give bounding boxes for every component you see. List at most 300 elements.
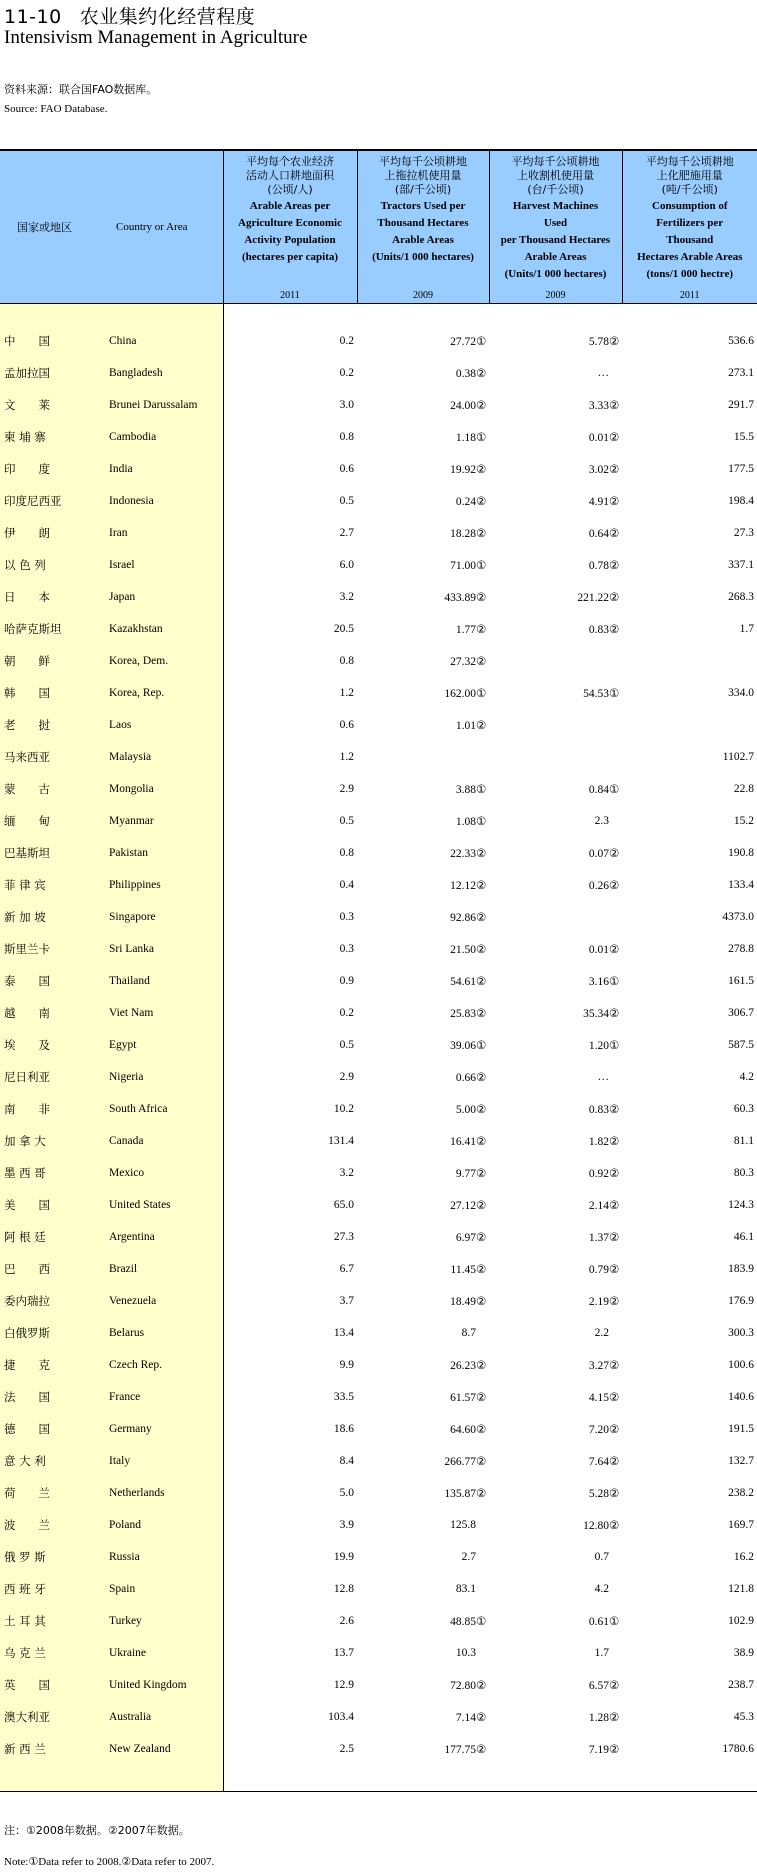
value-harvesters-number: 1.28: [588, 1712, 609, 1724]
value-fertilizers: 100.6: [728, 1359, 754, 1371]
value-tractors-note-mark: ②: [476, 1200, 487, 1212]
value-tractors: [357, 677, 489, 709]
header-col-tractors: [357, 150, 489, 304]
value-harvesters-number: 7.64: [588, 1456, 609, 1468]
value-fertilizers: 238.2: [728, 1487, 754, 1499]
value-tractors-number: 71.00: [450, 560, 476, 572]
value-arable-per-capita: 0.6: [339, 719, 354, 731]
spacer-cell: [489, 1765, 622, 1792]
value-harvesters-note-mark: ①: [609, 784, 620, 796]
value-fertilizers: 124.3: [728, 1199, 754, 1211]
table-row: [0, 1381, 757, 1413]
value-arable-per-capita: 3.9: [339, 1519, 354, 1531]
value-arable-per-capita: 2.5: [339, 1743, 354, 1755]
country-name-en: [110, 485, 223, 517]
value-arable-per-capita: 9.9: [339, 1359, 354, 1371]
country-name-en-text: Singapore: [109, 911, 156, 923]
header-col-arable-cn-2: 活动人口耕地面积: [246, 169, 334, 182]
value-arable-per-capita: 18.6: [333, 1423, 354, 1435]
value-fertilizers: [622, 645, 757, 677]
header-col-arable-en-2: Agriculture Economic: [238, 217, 342, 229]
table-row: [0, 1637, 757, 1669]
value-harvesters-number: 0.83: [588, 624, 609, 636]
country-name-en-text: Philippines: [109, 879, 161, 891]
value-tractors-note-mark: ②: [476, 656, 487, 668]
country-name-en-text: South Africa: [109, 1103, 168, 1115]
value-tractors-number: 1.01: [455, 720, 476, 732]
table-row: [0, 485, 757, 517]
value-fertilizers: 22.8: [733, 783, 754, 795]
value-tractors-number: 12.12: [450, 880, 476, 892]
value-harvesters: [489, 1189, 622, 1221]
value-fertilizers: 140.6: [728, 1391, 754, 1403]
value-harvesters: [489, 517, 622, 549]
value-arable-per-capita: 27.3: [333, 1231, 354, 1243]
value-tractors-number: 92.86: [450, 912, 476, 924]
value-fertilizers: 81.1: [733, 1135, 754, 1147]
value-tractors-number: 9.77: [455, 1168, 476, 1180]
value-harvesters: [489, 965, 622, 997]
table-row: [0, 933, 757, 965]
value-fertilizers: 1.7: [739, 623, 754, 635]
value-arable-per-capita: 3.7: [339, 1295, 354, 1307]
header-col-fertilizers: [622, 150, 757, 304]
value-tractors: [357, 453, 489, 485]
value-tractors: [357, 1733, 489, 1765]
country-name-cn: 伊 朗: [0, 517, 110, 549]
country-name-cn: 委内瑞拉: [0, 1285, 110, 1317]
value-harvesters-number: …: [597, 367, 609, 379]
value-fertilizers: 45.3: [733, 1711, 754, 1723]
country-name-en: [110, 1029, 223, 1061]
value-tractors-number: 6.97: [455, 1232, 476, 1244]
source-en: Source: FAO Database.: [4, 103, 108, 115]
header-col-harvesters-en-2: Used: [543, 217, 568, 229]
country-name-en-text: Pakistan: [109, 847, 148, 859]
value-harvesters-note-mark: ②: [609, 1680, 620, 1692]
value-tractors-number: 3.88: [455, 784, 476, 796]
data-table: [0, 149, 757, 1792]
header-col-harvesters-en-3: per Thousand Hectares: [500, 234, 611, 246]
value-harvesters: [489, 709, 622, 741]
table-row: [0, 709, 757, 741]
value-harvesters: [489, 1445, 622, 1477]
header-col-harvesters-en-5: (Units/1 000 hectares): [504, 268, 607, 280]
table-row: [0, 1285, 757, 1317]
value-harvesters: [489, 485, 622, 517]
value-tractors-number: 25.83: [450, 1008, 476, 1020]
value-harvesters: [489, 677, 622, 709]
value-tractors: [357, 325, 489, 357]
header-col-fertilizers-en-2: Fertilizers per: [656, 217, 724, 229]
value-tractors: [357, 1669, 489, 1701]
country-name-en: [110, 1093, 223, 1125]
country-name-cn: 澳大利亚: [0, 1701, 110, 1733]
value-tractors: [357, 1701, 489, 1733]
country-name-cn: 中 国: [0, 325, 110, 357]
value-fertilizers: 190.8: [728, 847, 754, 859]
value-harvesters-number: 0.84: [588, 784, 609, 796]
value-harvesters-number: 12.80: [583, 1520, 609, 1532]
value-harvesters-number: 3.16: [588, 976, 609, 988]
value-harvesters-number: 0.92: [588, 1168, 609, 1180]
value-harvesters: [489, 1413, 622, 1445]
country-name-en: [110, 1669, 223, 1701]
value-harvesters-note-mark: ②: [609, 336, 620, 348]
country-name-en-text: Mexico: [109, 1167, 145, 1179]
value-fertilizers: 587.5: [728, 1039, 754, 1051]
country-name-en: [110, 421, 223, 453]
value-arable-per-capita: 103.4: [328, 1711, 354, 1723]
value-harvesters: [489, 741, 622, 773]
header-col-harvesters-en-4: Arable Areas: [524, 251, 587, 263]
value-fertilizers: 268.3: [728, 591, 754, 603]
country-name-en-text: Cambodia: [109, 431, 157, 443]
value-harvesters-number: 0.7: [594, 1551, 609, 1563]
table-title-en: Intensivism Management in Agriculture: [4, 27, 308, 48]
country-name-en: [110, 389, 223, 421]
value-arable-per-capita: 0.8: [339, 655, 354, 667]
value-harvesters-note-mark: ②: [609, 848, 620, 860]
header-col-fertilizers-en-1: Consumption of: [652, 200, 728, 212]
country-name-en-text: Viet Nam: [109, 1007, 154, 1019]
value-arable-per-capita: 0.5: [339, 815, 354, 827]
country-name-en-text: China: [109, 335, 137, 347]
value-tractors-number: 1.18: [455, 432, 476, 444]
country-name-en: [110, 1285, 223, 1317]
title-cn-text: 农业集约化经营程度: [79, 6, 256, 28]
value-tractors-number: 7.14: [455, 1712, 476, 1724]
value-harvesters-number: 6.57: [588, 1680, 609, 1692]
header-col-tractors-en-1: Tractors Used per: [380, 200, 466, 212]
country-name-en-text: Germany: [109, 1423, 152, 1435]
value-tractors: [357, 773, 489, 805]
value-tractors-number: 72.80: [450, 1680, 476, 1692]
value-arable-per-capita: 0.2: [339, 1007, 354, 1019]
value-fertilizers: 132.7: [728, 1455, 754, 1467]
value-arable-per-capita: 33.5: [333, 1391, 354, 1403]
value-harvesters-note-mark: ①: [609, 1616, 620, 1628]
value-harvesters-note-mark: ②: [609, 624, 620, 636]
value-harvesters: [489, 1349, 622, 1381]
header-col-fertilizers-cn-2: 上化肥施用量: [656, 169, 723, 182]
value-harvesters-note-mark: ②: [609, 880, 620, 892]
country-name-cn: 老 挝: [0, 709, 110, 741]
value-harvesters-note-mark: ①: [609, 976, 620, 988]
table-row: [0, 869, 757, 901]
value-harvesters: [489, 453, 622, 485]
value-tractors: [357, 1125, 489, 1157]
value-arable-per-capita: 2.7: [339, 527, 354, 539]
value-harvesters-number: 0.83: [588, 1104, 609, 1116]
country-name-en: [110, 837, 223, 869]
value-arable-per-capita: 0.3: [339, 911, 354, 923]
country-name-en: [110, 549, 223, 581]
value-harvesters: [489, 581, 622, 613]
value-harvesters-note-mark: ②: [609, 1264, 620, 1276]
value-harvesters-number: 0.64: [588, 528, 609, 540]
value-tractors-number: 18.49: [450, 1296, 476, 1308]
value-harvesters: [489, 805, 622, 837]
value-harvesters: [489, 1605, 622, 1637]
value-harvesters: [489, 325, 622, 357]
value-harvesters-number: 3.02: [588, 464, 609, 476]
country-name-cn: 泰 国: [0, 965, 110, 997]
value-arable-per-capita: 2.9: [339, 1071, 354, 1083]
header-col-arable-cn-3: (公顷/人): [267, 183, 313, 196]
country-name-en-text: Australia: [109, 1711, 152, 1723]
value-tractors-note-mark: ①: [476, 1040, 487, 1052]
country-name-en-text: Egypt: [109, 1039, 137, 1051]
value-fertilizers: 4.2: [739, 1071, 754, 1083]
value-tractors-note-mark: ②: [476, 1264, 487, 1276]
value-harvesters-note-mark: ②: [609, 1424, 620, 1436]
value-tractors-number: 54.61: [450, 976, 476, 988]
country-name-cn: 巴 西: [0, 1253, 110, 1285]
value-tractors-note-mark: ②: [476, 1072, 487, 1084]
value-tractors-number: 1.77: [455, 624, 476, 636]
country-name-cn: 马来西亚: [0, 741, 110, 773]
country-name-en: [110, 1157, 223, 1189]
country-name-en-text: Japan: [109, 591, 136, 603]
value-harvesters-note-mark: ②: [609, 400, 620, 412]
value-tractors-number: 0.38: [455, 368, 476, 380]
value-fertilizers: 1780.6: [722, 1743, 754, 1755]
value-harvesters: [489, 1029, 622, 1061]
spacer-cell: [110, 304, 223, 326]
header-col-tractors-year: 2009: [413, 290, 433, 301]
value-arable-per-capita: 0.8: [339, 431, 354, 443]
value-fertilizers: 60.3: [733, 1103, 754, 1115]
country-name-cn: 韩 国: [0, 677, 110, 709]
value-tractors: [357, 933, 489, 965]
value-harvesters: [489, 1509, 622, 1541]
country-name-cn: 墨 西 哥: [0, 1157, 110, 1189]
header-col-harvesters-en-1: Harvest Machines: [512, 200, 599, 212]
country-name-en: [110, 741, 223, 773]
value-harvesters-number: 1.37: [588, 1232, 609, 1244]
country-name-en-text: Turkey: [109, 1615, 142, 1627]
value-tractors-note-mark: ②: [476, 1232, 487, 1244]
value-tractors: [357, 1541, 489, 1573]
header-col-arable-en-3: Activity Population: [244, 234, 336, 246]
value-harvesters-note-mark: ②: [609, 1712, 620, 1724]
table-row: [0, 581, 757, 613]
spacer-cell: [110, 1765, 223, 1792]
value-arable-per-capita: 2.6: [339, 1615, 354, 1627]
value-harvesters-note-mark: ②: [609, 1200, 620, 1212]
header-col-fertilizers-cn-1: 平均每千公顷耕地: [645, 155, 734, 168]
value-harvesters: [489, 1093, 622, 1125]
country-name-cn: 日 本: [0, 581, 110, 613]
country-name-en-text: United Kingdom: [109, 1679, 187, 1691]
value-tractors: [357, 1413, 489, 1445]
value-harvesters: [489, 1733, 622, 1765]
country-name-cn: 英 国: [0, 1669, 110, 1701]
table-row: [0, 1605, 757, 1637]
value-tractors-number: 27.32: [450, 656, 476, 668]
value-tractors-number: 177.75: [444, 1744, 476, 1756]
table-title-cn: [4, 2, 255, 29]
value-fertilizers: 102.9: [728, 1615, 754, 1627]
value-tractors-number: 22.33: [450, 848, 476, 860]
country-name-cn: 南 非: [0, 1093, 110, 1125]
table-row: [0, 1061, 757, 1093]
note-en: Note:①Data refer to 2008.②Data refer to 2007.: [4, 1856, 215, 1868]
header-col-fertilizers-en-4: Hectares Arable Areas: [637, 251, 743, 263]
value-tractors-number: 1.08: [455, 816, 476, 828]
value-harvesters-number: 3.33: [588, 400, 609, 412]
value-tractors: [357, 869, 489, 901]
value-tractors: [357, 709, 489, 741]
value-arable-per-capita: 0.5: [339, 1039, 354, 1051]
value-tractors-note-mark: ②: [476, 1488, 487, 1500]
value-fertilizers: 46.1: [733, 1231, 754, 1243]
country-name-en-text: India: [109, 463, 133, 475]
value-harvesters: [489, 389, 622, 421]
value-harvesters: [489, 1477, 622, 1509]
country-name-en: [110, 1061, 223, 1093]
value-arable-per-capita: 65.0: [333, 1199, 354, 1211]
value-tractors: [357, 1093, 489, 1125]
value-tractors-note-mark: ②: [476, 1680, 487, 1692]
value-arable-per-capita: 19.9: [333, 1551, 354, 1563]
table-row: [0, 1509, 757, 1541]
value-harvesters-number: 2.14: [588, 1200, 609, 1212]
country-name-en-text: Netherlands: [109, 1487, 165, 1499]
value-harvesters: [489, 1285, 622, 1317]
country-name-en-text: Belarus: [109, 1327, 145, 1339]
country-name-en: [110, 1637, 223, 1669]
header-row: [0, 150, 757, 304]
country-name-en: [110, 325, 223, 357]
country-name-en: [110, 1701, 223, 1733]
country-name-en: [110, 581, 223, 613]
value-harvesters-note-mark: ①: [609, 1040, 620, 1052]
header-col-tractors-cn-2: 上拖拉机使用量: [384, 169, 462, 182]
country-name-en-text: Malaysia: [109, 751, 152, 763]
value-harvesters: [489, 837, 622, 869]
value-arable-per-capita: 0.2: [339, 335, 354, 347]
spacer-cell: [622, 1765, 757, 1792]
header-col-harvesters-year: 2009: [545, 290, 566, 301]
value-harvesters-note-mark: ②: [609, 496, 620, 508]
country-name-cn: 孟加拉国: [0, 357, 110, 389]
value-harvesters: [489, 421, 622, 453]
value-fertilizers: 177.5: [728, 463, 754, 475]
table-row: [0, 517, 757, 549]
value-harvesters-note-mark: ②: [609, 944, 620, 956]
country-name-en-text: Israel: [109, 559, 135, 571]
value-tractors: [357, 1157, 489, 1189]
value-tractors-note-mark: ②: [476, 720, 487, 732]
value-harvesters: [489, 1157, 622, 1189]
value-fertilizers: 15.5: [733, 431, 754, 443]
spacer-cell: [357, 1765, 489, 1792]
value-tractors-note-mark: ①: [476, 432, 487, 444]
table-row: [0, 741, 757, 773]
value-harvesters: [489, 1573, 622, 1605]
source-cn: 资料来源：联合国FAO数据库。: [4, 83, 158, 96]
country-name-cn: 以 色 列: [0, 549, 110, 581]
table-row: [0, 1221, 757, 1253]
value-harvesters: [489, 869, 622, 901]
value-tractors: [357, 1317, 489, 1349]
value-arable-per-capita: 13.4: [333, 1327, 354, 1339]
table-row: [0, 677, 757, 709]
value-harvesters-note-mark: ②: [609, 1008, 620, 1020]
value-harvesters-number: 1.20: [588, 1040, 609, 1052]
country-name-en: [110, 1509, 223, 1541]
table-row: [0, 1125, 757, 1157]
value-tractors-note-mark: ②: [476, 848, 487, 860]
value-tractors-number: 5.00: [455, 1104, 476, 1116]
table-row: [0, 901, 757, 933]
country-name-en-text: New Zealand: [109, 1743, 171, 1755]
value-harvesters: [489, 901, 622, 933]
country-name-en-text: France: [109, 1391, 141, 1403]
table-row: [0, 1445, 757, 1477]
value-harvesters: [489, 1221, 622, 1253]
header-col-harvesters-cn-2: 上收割机使用量: [517, 169, 594, 182]
value-arable-per-capita: 131.4: [328, 1135, 354, 1147]
value-fertilizers: [622, 709, 757, 741]
value-tractors-note-mark: ②: [476, 912, 487, 924]
table-row: [0, 1317, 757, 1349]
value-fertilizers: 121.8: [728, 1583, 754, 1595]
value-harvesters: [489, 1637, 622, 1669]
value-tractors-note-mark: ②: [476, 400, 487, 412]
value-harvesters-note-mark: ②: [609, 1104, 620, 1116]
country-name-en-text: Mongolia: [109, 783, 154, 795]
value-tractors: [357, 805, 489, 837]
value-arable-per-capita: 6.0: [339, 559, 354, 571]
header-col-tractors-en-2: Thousand Hectares: [377, 217, 469, 229]
value-arable-per-capita: 3.0: [339, 399, 354, 411]
country-name-en-text: Sri Lanka: [109, 943, 155, 955]
country-name-en-text: Korea, Dem.: [109, 655, 169, 667]
value-arable-per-capita: 0.9: [339, 975, 354, 987]
table-row: [0, 549, 757, 581]
value-tractors-note-mark: ②: [476, 1392, 487, 1404]
value-harvesters-number: 0.26: [588, 880, 609, 892]
country-name-en-text: Brazil: [109, 1263, 138, 1275]
country-name-cn: 印 度: [0, 453, 110, 485]
value-tractors: [357, 1285, 489, 1317]
country-name-en: [110, 997, 223, 1029]
country-name-en: [110, 1221, 223, 1253]
country-name-cn: 新 西 兰: [0, 1733, 110, 1765]
value-harvesters: [489, 1061, 622, 1093]
header-col-arable-year: 2011: [280, 290, 300, 301]
header-col-harvesters: [489, 150, 622, 304]
value-tractors: [357, 1029, 489, 1061]
value-tractors: [357, 837, 489, 869]
table-end-row: [0, 1765, 757, 1792]
value-tractors-note-mark: ②: [476, 1296, 487, 1308]
value-tractors: [357, 613, 489, 645]
header-col-arable-en-4: (hectares per capita): [241, 251, 339, 263]
country-name-en: [110, 933, 223, 965]
value-fertilizers: 27.3: [733, 527, 754, 539]
table-row: [0, 1477, 757, 1509]
header-col-tractors-en-3: Arable Areas: [392, 234, 454, 246]
country-name-en: [110, 709, 223, 741]
country-name-cn: 荷 兰: [0, 1477, 110, 1509]
table-row: [0, 453, 757, 485]
country-name-cn: 菲 律 宾: [0, 869, 110, 901]
value-fertilizers: 306.7: [728, 1007, 754, 1019]
